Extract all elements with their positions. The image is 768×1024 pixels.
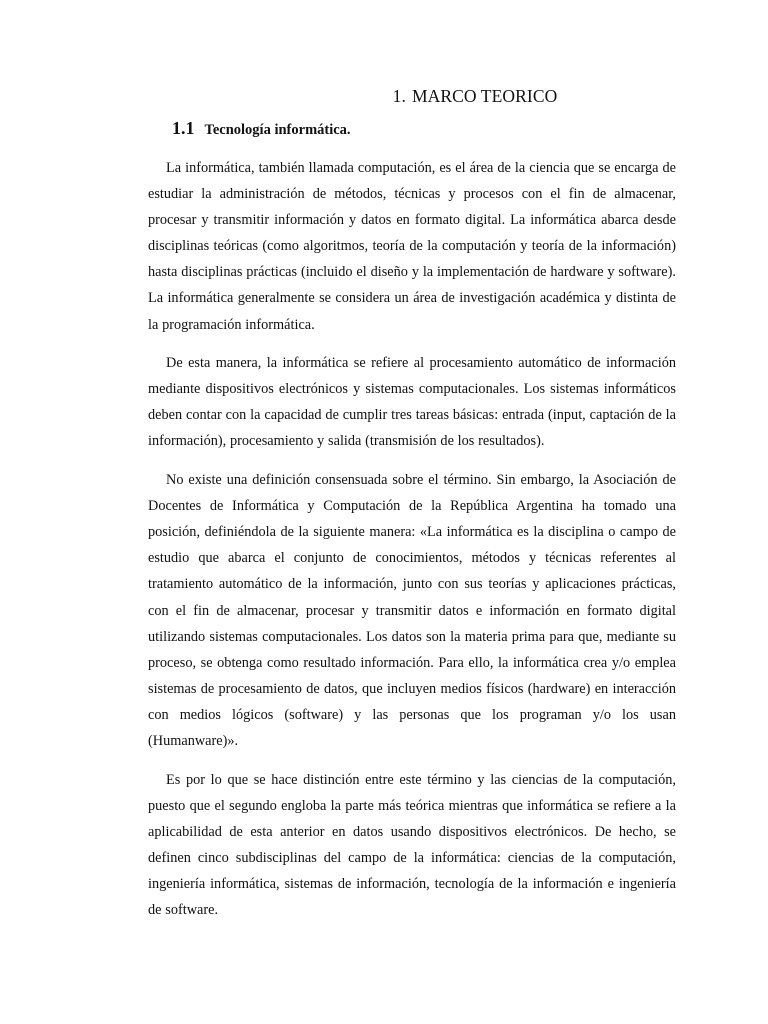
paragraph: De esta manera, la informática se refiere al procesamiento automático de información mediante dispositivos electrónicos y sistemas computacionales. Los sistemas informáticos deben contar con la capacidad de cumplir tres tareas básicas: entrada (input, captación de la información), procesamiento y salida (transmisión de los resultados). (148, 355, 676, 450)
body-text (148, 155, 676, 923)
chapter-heading (148, 84, 676, 108)
paragraph: La informática, también llamada computación, es el área de la ciencia que se encarga de estudiar la administración de métodos, técnicas y procesos con el fin de almacenar, procesar y transmitir información y datos en formato digital. La informática abarca desde disciplinas teóricas (como algoritmos, teoría de la computación y teoría de la información) hasta disciplinas prácticas (incluido el diseño y la implementación de hardware y software). La informática generalmente se considera un área de investigación académica y distinta de la programación informática. (148, 160, 676, 333)
paragraph: No existe una definición consensuada sobre el término. Sin embargo, la Asociación de Docentes de Informática y Computación de la República Argentina ha tomado una posición, definiéndola de la siguiente manera: «La informática es la disciplina o campo de estudio que abarca el conjunto de conocimientos, métodos y técnicas referentes al tratamiento automático de la información, junto con sus teorías y aplicaciones prácticas, con el fin de almacenar, procesar y transmitir datos e información en formato digital utilizando sistemas computacionales. Los datos son la materia prima para que, mediante su proceso, se obtenga como resultado información. Para ello, la informática crea y/o emplea sistemas de procesamiento de datos, que incluyen medios físicos (hardware) en interacción con medios lógicos (software) y las personas que los programan y/o los usan (Humanware)». (148, 472, 676, 749)
section-number: 1.1 (172, 118, 195, 138)
section-heading (172, 114, 676, 143)
paragraph: Es por lo que se hace distinción entre este término y las ciencias de la computación, puesto que el segundo engloba la parte más teórica mientras que informática se refiere a la aplicabilidad de esta anterior en datos usando dispositivos electrónicos. De hecho, se definen cinco subdisciplinas del campo de la informática: ciencias de la computación, ingeniería informática, sistemas de información, tecnología de la información e ingeniería de software. (148, 771, 676, 919)
section-title-text: Tecnología informática. (204, 122, 351, 138)
chapter-title-text: MARCO TEORICO (411, 86, 558, 106)
chapter-number: 1. (392, 86, 406, 106)
